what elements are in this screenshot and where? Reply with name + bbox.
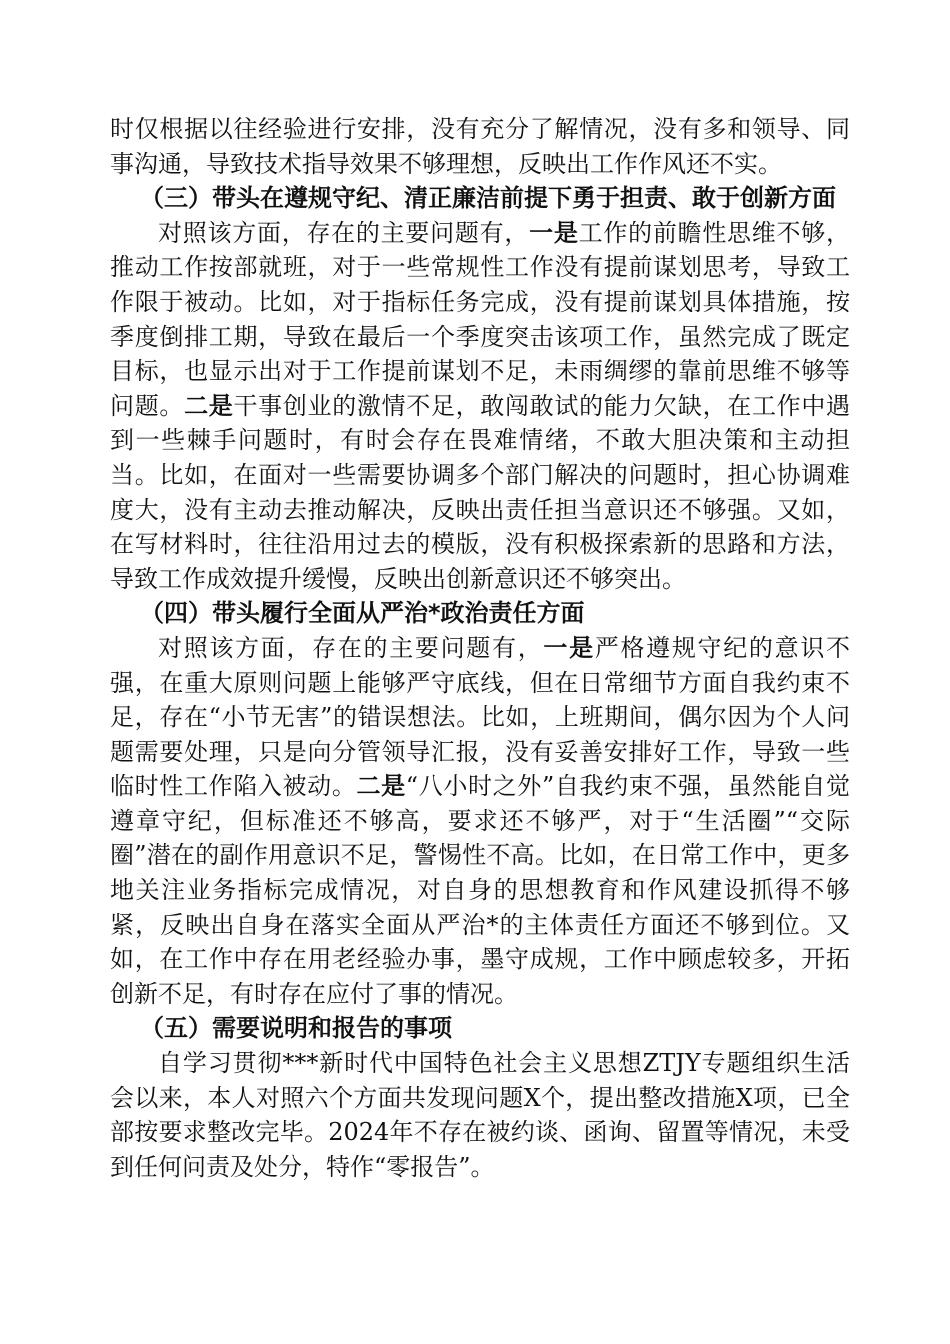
keyword-first: 一是 [543,632,595,662]
section-3-paragraph [110,216,850,597]
section-5-paragraph: 自学习贯彻***新时代中国特色社会主义思想ZTJY专题组织生活会以来，本人对照六个方面共发现问题X个，提出整改措施X项，已全部按要求整改完毕。2024年不存在被约谈、函询、留置等情况，未受到任何问责及处分，特作“零报告”。 [110,1049,850,1181]
text-run: 工作的前瞻性思维不够，推动工作按部就班，对于一些常规性工作没有提前谋划思考，导致工作限于被动。比如，对于指标任务完成，没有提前谋划具体措施，按季度倒排工期，导致在最后一个季度突击该项工作，虽然完成了既定目标，也显示出对于工作提前谋划不足，未雨绸缪的靠前思维不够等问题。 [110,218,851,420]
keyword-first: 一是 [529,217,579,247]
keyword-second: 二是 [184,390,234,420]
keyword-second: 二是 [356,771,406,801]
section-4-paragraph [110,631,850,1012]
text-run: 对照该方面，存在的主要问题有， [158,218,530,247]
section-heading-5: （五）需要说明和报告的事项 [140,1014,452,1043]
section-heading-3: （三）带头在遵规守纪、清正廉洁前提下勇于担责、敢于创新方面 [140,184,836,213]
text-run: 干事创业的激情不足，敢闯敢试的能力欠缺，在工作中遇到一些棘手问题时，有时会存在畏难情绪，不敢大胆决策和主动担当。比如，在面对一些需要协调多个部门解决的问题时，担心协调难度大，没有主动去推动解决，反映出责任担当意识还不够强。又如，在写材料时，往往沿用过去的模版，没有积极探索新的思路和方法，导致工作成效提升缓慢，反映出创新意识还不够突出。 [110,391,851,593]
paragraph-continuation: 时仅根据以往经验进行安排，没有充分了解情况，没有多和领导、同事沟通，导致技术指导效果不够理想，反映出工作作风还不实。 [110,115,850,178]
text-run: 对照该方面，存在的主要问题有， [158,633,544,662]
section-heading-4: （四）带头履行全面从严治*政治责任方面 [140,599,585,628]
document-page [110,112,850,1184]
text-run: “八小时之外”自我约束不强，虽然能自觉遵章守纪，但标准还不够高，要求还不够严，对于“生活圈”“交际圈”潜在的副作用意识不足，警惕性不高。比如，在日常工作中，更多地关注业务指标完成情况，对自身的思想教育和作风建设抓得不够紧，反映出自身在落实全面从严治*的主体责任方面还不够到位。又如，在工作中存在用老经验办事，墨守成规，工作中顾虑较多，开拓创新不足，有时存在应付了事的情况。 [110,772,850,1008]
text-run: 严格遵规守纪的意识不强，在重大原则问题上能够严守底线，但在日常细节方面自我约束不足，存在“小节无害”的错误想法。比如，上班期间，偶尔因为个人问题需要处理，只是向分管领导汇报，没有妥善安排好工作，导致一些临时性工作陷入被动。 [110,633,851,801]
